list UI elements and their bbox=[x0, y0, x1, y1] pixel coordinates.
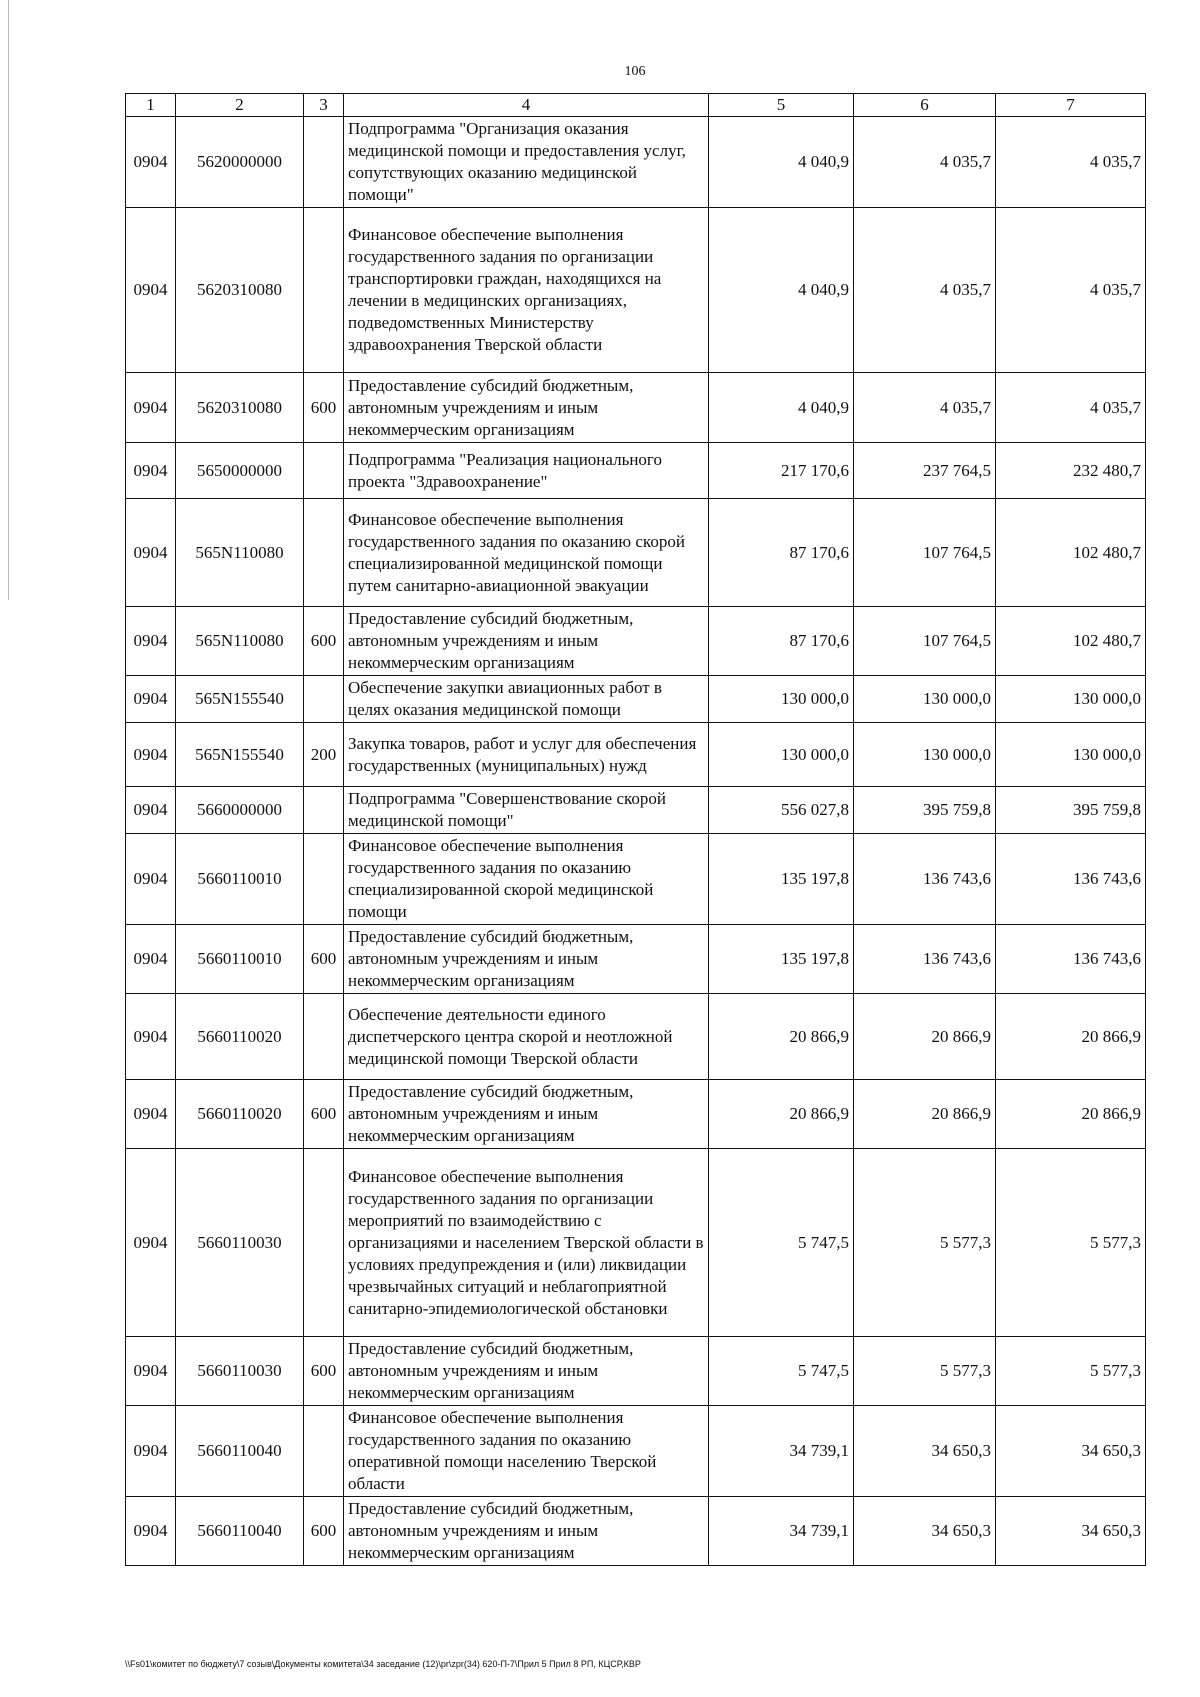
value-year-2-cell: 136 743,6 bbox=[854, 834, 996, 925]
code-cell: 5660000000 bbox=[176, 787, 304, 834]
section-cell: 0904 bbox=[126, 1497, 176, 1566]
name-cell: Предоставление субсидий бюджетным, автономным учреждениям и иным некоммерческим организациям bbox=[344, 607, 709, 676]
code-cell: 5660110040 bbox=[176, 1497, 304, 1566]
table-row bbox=[126, 117, 1146, 208]
table-row bbox=[126, 1337, 1146, 1406]
table-row bbox=[126, 1080, 1146, 1149]
value-year-2-cell: 4 035,7 bbox=[854, 208, 996, 373]
type-cell: 600 bbox=[304, 925, 344, 994]
table-row bbox=[126, 208, 1146, 373]
value-year-3-cell: 5 577,3 bbox=[996, 1149, 1146, 1337]
column-header: 4 bbox=[344, 94, 709, 117]
code-cell: 565N155540 bbox=[176, 676, 304, 723]
value-year-1-cell: 87 170,6 bbox=[709, 607, 854, 676]
section-cell: 0904 bbox=[126, 1337, 176, 1406]
table-row bbox=[126, 499, 1146, 607]
name-cell: Предоставление субсидий бюджетным, автономным учреждениям и иным некоммерческим организациям bbox=[344, 1497, 709, 1566]
value-year-2-cell: 107 764,5 bbox=[854, 499, 996, 607]
value-year-3-cell: 34 650,3 bbox=[996, 1497, 1146, 1566]
value-year-1-cell: 87 170,6 bbox=[709, 499, 854, 607]
table-row bbox=[126, 1497, 1146, 1566]
value-year-1-cell: 34 739,1 bbox=[709, 1406, 854, 1497]
value-year-3-cell: 34 650,3 bbox=[996, 1406, 1146, 1497]
name-cell: Обеспечение закупки авиационных работ в целях оказания медицинской помощи bbox=[344, 676, 709, 723]
page-number: 106 bbox=[624, 64, 646, 79]
value-year-2-cell: 34 650,3 bbox=[854, 1406, 996, 1497]
type-cell bbox=[304, 994, 344, 1080]
code-cell: 5620000000 bbox=[176, 117, 304, 208]
type-cell: 600 bbox=[304, 373, 344, 443]
value-year-3-cell: 232 480,7 bbox=[996, 443, 1146, 499]
name-cell: Финансовое обеспечение выполнения государственного задания по организации транспортировки граждан, находящихся на лечении в медицинских организациях, подведомственных Министерству здравоохранения Тверской области bbox=[344, 208, 709, 373]
value-year-1-cell: 135 197,8 bbox=[709, 834, 854, 925]
value-year-2-cell: 130 000,0 bbox=[854, 723, 996, 787]
code-cell: 5660110020 bbox=[176, 994, 304, 1080]
column-header: 5 bbox=[709, 94, 854, 117]
value-year-1-cell: 5 747,5 bbox=[709, 1149, 854, 1337]
value-year-3-cell: 130 000,0 bbox=[996, 723, 1146, 787]
column-header: 6 bbox=[854, 94, 996, 117]
value-year-3-cell: 4 035,7 bbox=[996, 373, 1146, 443]
section-cell: 0904 bbox=[126, 1080, 176, 1149]
type-cell: 600 bbox=[304, 1080, 344, 1149]
value-year-2-cell: 4 035,7 bbox=[854, 117, 996, 208]
column-header: 2 bbox=[176, 94, 304, 117]
name-cell: Предоставление субсидий бюджетным, автономным учреждениям и иным некоммерческим организациям bbox=[344, 1337, 709, 1406]
value-year-1-cell: 20 866,9 bbox=[709, 1080, 854, 1149]
section-cell: 0904 bbox=[126, 723, 176, 787]
file-path-footer: \\Fs01\комитет по бюджету\7 созыв\Документы комитета\34 заседание (12)\pr\zpr(34) 620-П-7\Прил 5 Прил 8 РП, КЦСР,КВР bbox=[125, 1659, 641, 1669]
name-cell: Предоставление субсидий бюджетным, автономным учреждениям и иным некоммерческим организациям bbox=[344, 1080, 709, 1149]
value-year-2-cell: 130 000,0 bbox=[854, 676, 996, 723]
value-year-3-cell: 130 000,0 bbox=[996, 676, 1146, 723]
type-cell bbox=[304, 499, 344, 607]
code-cell: 5620310080 bbox=[176, 208, 304, 373]
value-year-1-cell: 4 040,9 bbox=[709, 117, 854, 208]
type-cell bbox=[304, 787, 344, 834]
type-cell: 600 bbox=[304, 1497, 344, 1566]
section-cell: 0904 bbox=[126, 208, 176, 373]
code-cell: 5650000000 bbox=[176, 443, 304, 499]
value-year-3-cell: 20 866,9 bbox=[996, 1080, 1146, 1149]
value-year-3-cell: 395 759,8 bbox=[996, 787, 1146, 834]
value-year-1-cell: 217 170,6 bbox=[709, 443, 854, 499]
section-cell: 0904 bbox=[126, 676, 176, 723]
value-year-1-cell: 4 040,9 bbox=[709, 373, 854, 443]
section-cell: 0904 bbox=[126, 994, 176, 1080]
section-cell: 0904 bbox=[126, 117, 176, 208]
type-cell bbox=[304, 834, 344, 925]
value-year-2-cell: 20 866,9 bbox=[854, 1080, 996, 1149]
section-cell: 0904 bbox=[126, 499, 176, 607]
table-row bbox=[126, 1406, 1146, 1497]
column-header: 1 bbox=[126, 94, 176, 117]
type-cell bbox=[304, 1406, 344, 1497]
name-cell: Предоставление субсидий бюджетным, автономным учреждениям и иным некоммерческим организациям bbox=[344, 925, 709, 994]
value-year-3-cell: 4 035,7 bbox=[996, 208, 1146, 373]
code-cell: 5620310080 bbox=[176, 373, 304, 443]
section-cell: 0904 bbox=[126, 443, 176, 499]
table-row bbox=[126, 994, 1146, 1080]
type-cell bbox=[304, 1149, 344, 1337]
name-cell: Предоставление субсидий бюджетным, автономным учреждениям и иным некоммерческим организациям bbox=[344, 373, 709, 443]
type-cell bbox=[304, 676, 344, 723]
value-year-3-cell: 136 743,6 bbox=[996, 834, 1146, 925]
type-cell: 600 bbox=[304, 607, 344, 676]
type-cell: 600 bbox=[304, 1337, 344, 1406]
section-cell: 0904 bbox=[126, 787, 176, 834]
type-cell: 200 bbox=[304, 723, 344, 787]
type-cell bbox=[304, 208, 344, 373]
section-cell: 0904 bbox=[126, 1406, 176, 1497]
type-cell bbox=[304, 117, 344, 208]
value-year-2-cell: 20 866,9 bbox=[854, 994, 996, 1080]
value-year-1-cell: 130 000,0 bbox=[709, 676, 854, 723]
type-cell bbox=[304, 443, 344, 499]
budget-table bbox=[125, 93, 1146, 1566]
code-cell: 5660110030 bbox=[176, 1149, 304, 1337]
value-year-1-cell: 556 027,8 bbox=[709, 787, 854, 834]
section-cell: 0904 bbox=[126, 1149, 176, 1337]
name-cell: Закупка товаров, работ и услуг для обеспечения государственных (муниципальных) нужд bbox=[344, 723, 709, 787]
column-header: 7 bbox=[996, 94, 1146, 117]
section-cell: 0904 bbox=[126, 373, 176, 443]
value-year-1-cell: 34 739,1 bbox=[709, 1497, 854, 1566]
value-year-2-cell: 395 759,8 bbox=[854, 787, 996, 834]
table-row bbox=[126, 925, 1146, 994]
code-cell: 5660110020 bbox=[176, 1080, 304, 1149]
value-year-2-cell: 5 577,3 bbox=[854, 1149, 996, 1337]
scan-edge-line bbox=[8, 0, 9, 600]
value-year-3-cell: 102 480,7 bbox=[996, 607, 1146, 676]
value-year-2-cell: 107 764,5 bbox=[854, 607, 996, 676]
table-row bbox=[126, 723, 1146, 787]
name-cell: Обеспечение деятельности единого диспетчерского центра скорой и неотложной медицинской помощи Тверской области bbox=[344, 994, 709, 1080]
section-cell: 0904 bbox=[126, 925, 176, 994]
table-row bbox=[126, 443, 1146, 499]
section-cell: 0904 bbox=[126, 834, 176, 925]
column-number-row bbox=[126, 94, 1146, 117]
value-year-1-cell: 130 000,0 bbox=[709, 723, 854, 787]
value-year-1-cell: 135 197,8 bbox=[709, 925, 854, 994]
value-year-2-cell: 237 764,5 bbox=[854, 443, 996, 499]
name-cell: Финансовое обеспечение выполнения государственного задания по организации мероприятий по взаимодействию с организациями и населением Тверской области в условиях предупреждения и (или) ликвидации чрезвычайных ситуаций и неблагоприятной санитарно-эпидемиологической обстановки bbox=[344, 1149, 709, 1337]
name-cell: Финансовое обеспечение выполнения государственного задания по оказанию оперативной помощи населению Тверской области bbox=[344, 1406, 709, 1497]
table-row bbox=[126, 676, 1146, 723]
code-cell: 5660110010 bbox=[176, 834, 304, 925]
name-cell: Финансовое обеспечение выполнения государственного задания по оказанию скорой специализированной медицинской помощи путем санитарно-авиационной эвакуации bbox=[344, 499, 709, 607]
code-cell: 565N110080 bbox=[176, 499, 304, 607]
value-year-3-cell: 102 480,7 bbox=[996, 499, 1146, 607]
table-row bbox=[126, 1149, 1146, 1337]
value-year-1-cell: 4 040,9 bbox=[709, 208, 854, 373]
value-year-2-cell: 34 650,3 bbox=[854, 1497, 996, 1566]
code-cell: 5660110030 bbox=[176, 1337, 304, 1406]
name-cell: Подпрограмма "Организация оказания медицинской помощи и предоставления услуг, сопутствующих оказанию медицинской помощи" bbox=[344, 117, 709, 208]
name-cell: Подпрограмма "Совершенствование скорой медицинской помощи" bbox=[344, 787, 709, 834]
value-year-1-cell: 20 866,9 bbox=[709, 994, 854, 1080]
value-year-1-cell: 5 747,5 bbox=[709, 1337, 854, 1406]
name-cell: Финансовое обеспечение выполнения государственного задания по оказанию специализированной скорой медицинской помощи bbox=[344, 834, 709, 925]
table-row bbox=[126, 787, 1146, 834]
code-cell: 5660110010 bbox=[176, 925, 304, 994]
section-cell: 0904 bbox=[126, 607, 176, 676]
value-year-3-cell: 136 743,6 bbox=[996, 925, 1146, 994]
value-year-3-cell: 20 866,9 bbox=[996, 994, 1146, 1080]
value-year-2-cell: 5 577,3 bbox=[854, 1337, 996, 1406]
table-row bbox=[126, 373, 1146, 443]
value-year-3-cell: 4 035,7 bbox=[996, 117, 1146, 208]
value-year-2-cell: 4 035,7 bbox=[854, 373, 996, 443]
code-cell: 565N110080 bbox=[176, 607, 304, 676]
value-year-3-cell: 5 577,3 bbox=[996, 1337, 1146, 1406]
code-cell: 5660110040 bbox=[176, 1406, 304, 1497]
table-row bbox=[126, 607, 1146, 676]
name-cell: Подпрограмма "Реализация национального проекта "Здравоохранение" bbox=[344, 443, 709, 499]
column-header: 3 bbox=[304, 94, 344, 117]
value-year-2-cell: 136 743,6 bbox=[854, 925, 996, 994]
table-row bbox=[126, 834, 1146, 925]
code-cell: 565N155540 bbox=[176, 723, 304, 787]
